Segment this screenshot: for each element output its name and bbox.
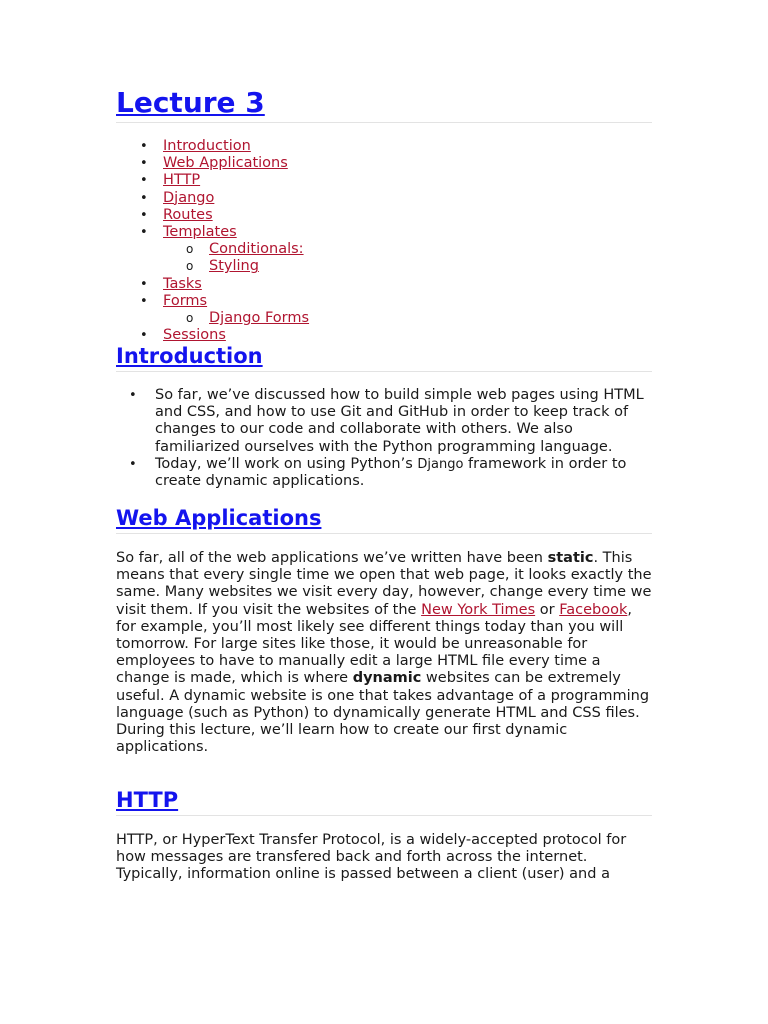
text: So far, all of the web applications we’ve written have been <box>116 550 548 566</box>
table-of-contents <box>116 138 652 344</box>
toc-link[interactable]: Django <box>163 189 215 206</box>
text: websites can be extremely useful. A dynamic website is one that takes advantage of a programming language (such as Python) to dynamically generate HTML and CSS files. During this lecture, we’ll learn how to create our first dynamic applications. <box>116 670 650 756</box>
web-applications-heading <box>116 505 652 534</box>
bold-dynamic: dynamic <box>352 670 422 687</box>
toc-item-styling <box>116 258 652 275</box>
toc-link[interactable]: Conditionals: <box>209 241 304 258</box>
page-title <box>116 86 652 123</box>
web-applications-heading-link[interactable]: Web Applications <box>116 506 322 530</box>
http-heading-link[interactable]: HTTP <box>116 788 179 812</box>
toc-item-introduction <box>116 138 652 155</box>
toc-link[interactable]: Tasks <box>163 275 202 292</box>
introduction-bullet-1: • So far, we’ve discussed how to build simple web pages using HTML and CSS, and how to use Git and GitHub in order to keep track of changes to our code and collaborate with others. We also familiarized ourselves with the Python programming language. <box>116 387 652 456</box>
introduction-heading <box>116 343 652 372</box>
toc-item-django-forms <box>116 310 652 327</box>
toc-item-sessions <box>116 327 652 344</box>
http-heading <box>116 787 652 816</box>
toc-item-templates <box>116 224 652 241</box>
bold-static: static <box>547 550 594 566</box>
text: or <box>535 601 560 618</box>
lecture-title-link[interactable]: Lecture 3 <box>116 86 265 119</box>
toc-link[interactable]: HTTP <box>163 172 201 189</box>
toc-link[interactable]: Sessions <box>163 327 226 344</box>
web-applications-paragraph <box>116 550 652 756</box>
toc-item-web-applications <box>116 155 652 172</box>
text: . This means that every single time we open that web page, it looks exactly the same. Many websites we visit every day, however, change every time we visit them. If you visit the websites of the <box>116 550 652 618</box>
toc-item-tasks <box>116 276 652 293</box>
introduction-heading-link[interactable]: Introduction <box>116 344 263 368</box>
toc-link[interactable]: Web Applications <box>163 155 288 172</box>
toc-link[interactable]: Introduction <box>163 138 251 154</box>
toc-link[interactable]: Templates <box>163 224 237 241</box>
introduction-bullet-2 <box>116 456 652 490</box>
toc-link[interactable]: Styling <box>209 258 259 275</box>
toc-item-routes <box>116 207 652 224</box>
http-paragraph: HTTP, or HyperText Transfer Protocol, is a widely-accepted protocol for how messages are transfered back and forth across the internet. Typically, information online is passed between a client (user) and a <box>116 832 627 883</box>
facebook-link[interactable]: Facebook <box>559 601 628 618</box>
new-york-times-link[interactable]: New York Times <box>421 601 536 618</box>
toc-link[interactable]: Django Forms <box>209 310 310 327</box>
toc-item-http <box>116 172 652 189</box>
bullet-text: Today, we’ll work on using Python’s <box>155 455 418 472</box>
bullet-text: framework in order to create dynamic applications. <box>155 455 627 490</box>
toc-item-django <box>116 190 652 207</box>
introduction-list <box>116 387 652 490</box>
toc-link[interactable]: Forms <box>163 292 208 309</box>
text: , for example, you’ll most likely see different things today than you will tomorrow. For large sites like those, it would be unreasonable for employees to have to manually edit a large HTML file every time a change is made, which is where <box>116 601 632 687</box>
toc-item-forms <box>116 293 652 310</box>
toc-link[interactable]: Routes <box>163 206 213 223</box>
inline-code: Django <box>417 456 464 472</box>
toc-item-conditionals <box>116 241 652 258</box>
